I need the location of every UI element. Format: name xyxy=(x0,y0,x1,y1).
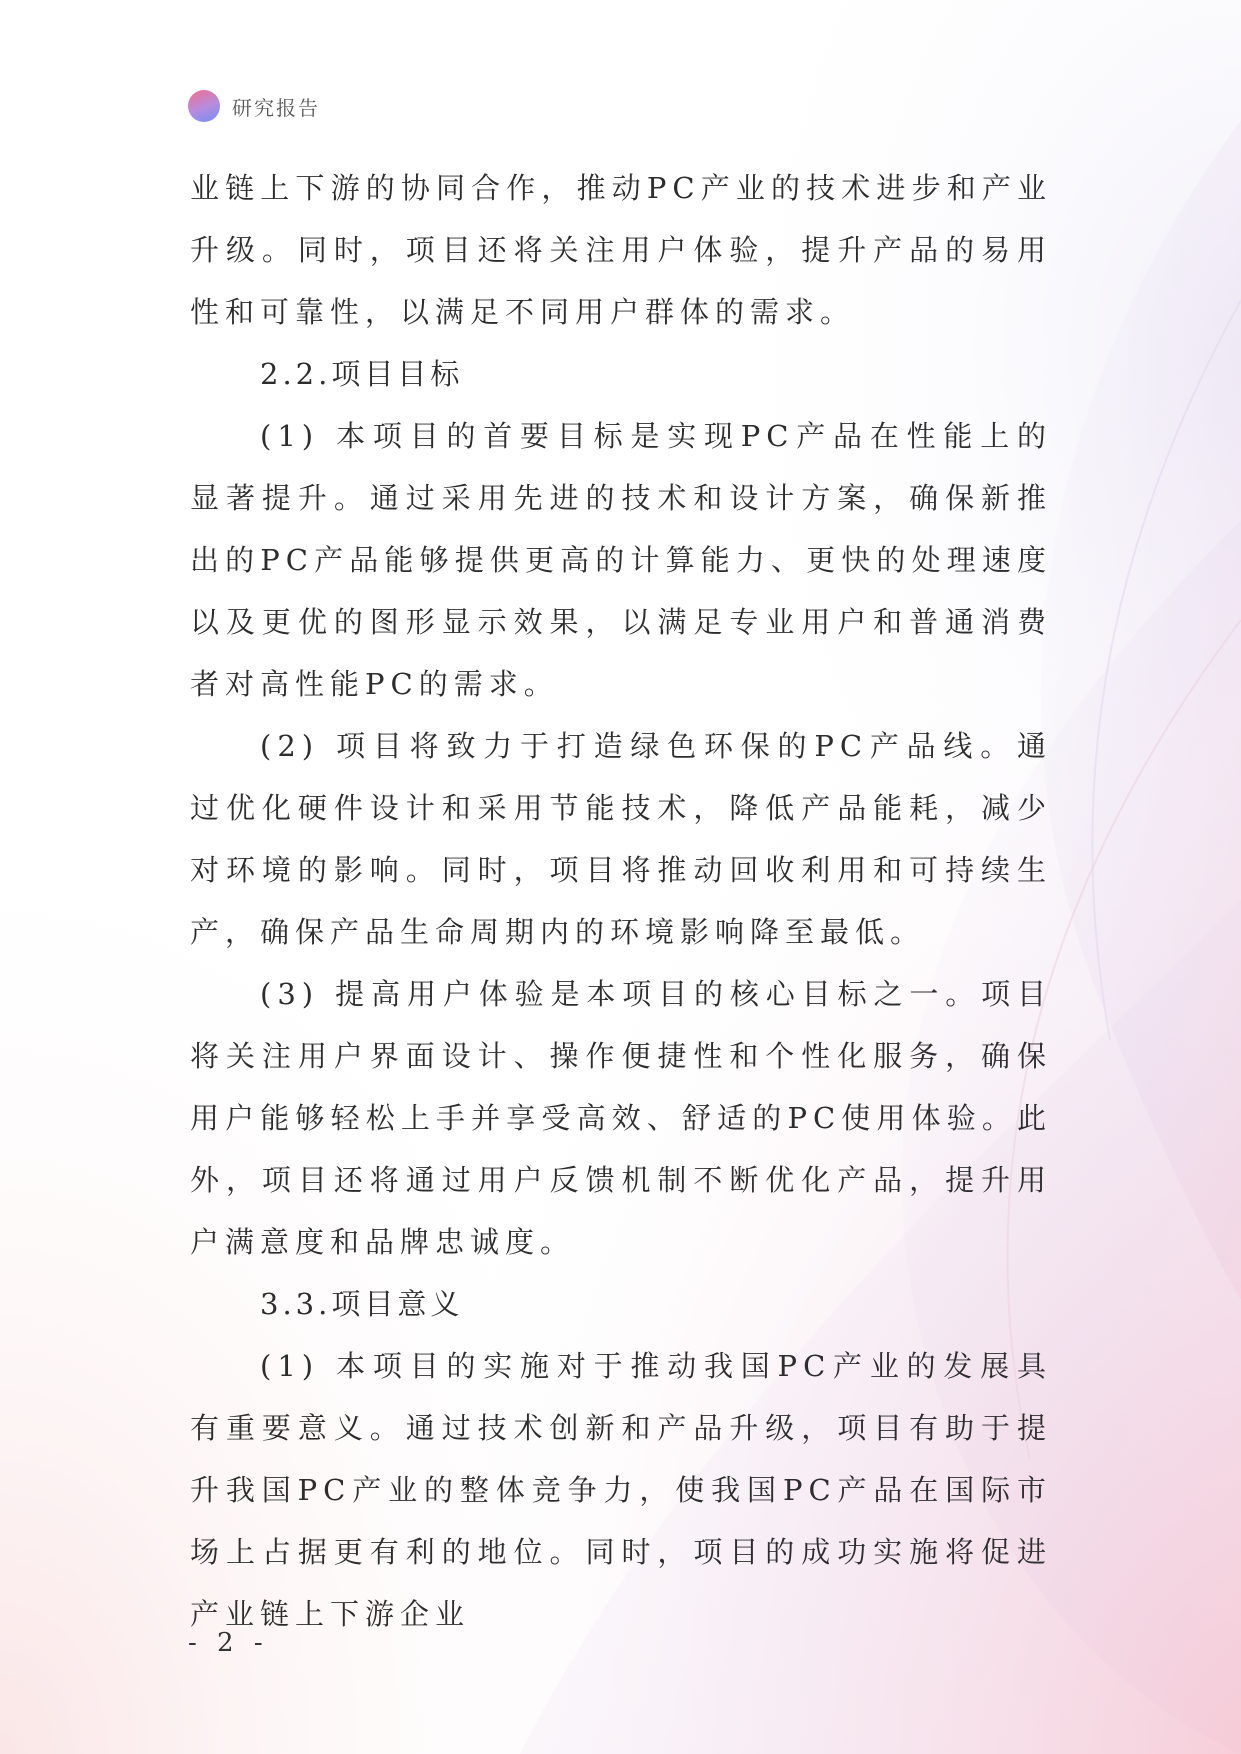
paragraph-significance-1: (1) 本项目的实施对于推动我国PC产业的发展具有重要意义。通过技术创新和产品升级，项目有助于提升我国PC产业的整体竞争力，使我国PC产品在国际市场上占据更有利的地位。同时，项目的成功实施将促进产业链上下游企业 xyxy=(190,1349,1052,1631)
report-header-title: 研究报告 xyxy=(232,95,320,120)
report-logo-icon xyxy=(188,90,220,122)
paragraph-continuation: 业链上下游的协同合作，推动PC产业的技术进步和产业升级。同时，项目还将关注用户体验，提升产品的易用性和可靠性，以满足不同用户群体的需求。 xyxy=(190,171,1052,329)
paragraph-goal-2: (2) 项目将致力于打造绿色环保的PC产品线。通过优化硬件设计和采用节能技术，降低产品能耗，减少对环境的影响。同时，项目将推动回收利用和可持续生产，确保产品生命周期内的环境影响降至最低。 xyxy=(190,729,1052,949)
page-number: - 2 - xyxy=(188,1628,269,1658)
section-heading-3-3: 3.3.项目意义 xyxy=(260,1287,464,1321)
document-body xyxy=(190,157,1052,1645)
section-heading-2-2: 2.2.项目目标 xyxy=(260,357,464,391)
paragraph-goal-3: (3) 提高用户体验是本项目的核心目标之一。项目将关注用户界面设计、操作便捷性和个性化服务，确保用户能够轻松上手并享受高效、舒适的PC使用体验。此外，项目还将通过用户反馈机制不断优化产品，提升用户满意度和品牌忠诚度。 xyxy=(190,977,1052,1259)
report-header xyxy=(188,90,320,122)
paragraph-goal-1: (1) 本项目的首要目标是实现PC产品在性能上的显著提升。通过采用先进的技术和设计方案，确保新推出的PC产品能够提供更高的计算能力、更快的处理速度以及更优的图形显示效果，以满足专业用户和普通消费者对高性能PC的需求。 xyxy=(190,419,1052,701)
